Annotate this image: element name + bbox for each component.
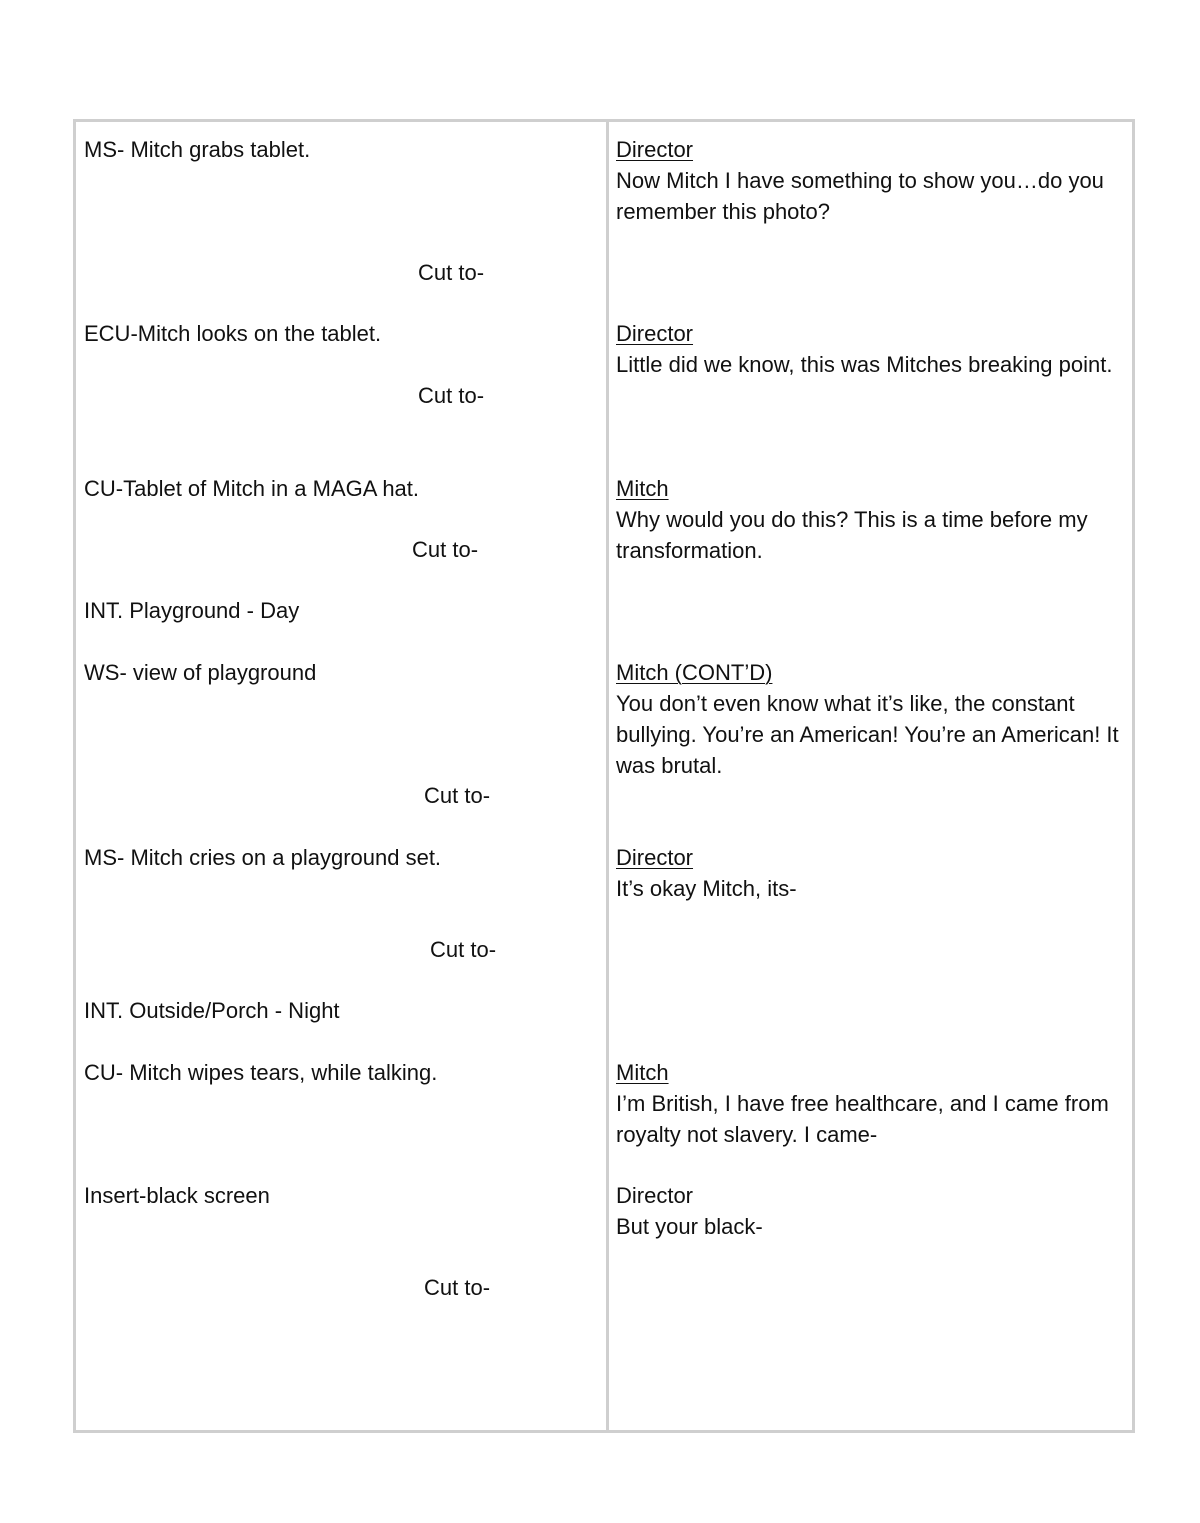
speaker-name: Mitch <box>616 1060 669 1085</box>
speaker-name: Director <box>616 1183 694 1208</box>
speaker-name: Director <box>616 845 694 870</box>
shot-ms-mitch-cries: MS- Mitch cries on a playground set. <box>84 845 442 870</box>
speaker-name: Mitch (CONT’D) <box>616 660 773 685</box>
scene-heading-porch: INT. Outside/Porch - Night <box>84 998 340 1023</box>
dialogue-text: Why would you do this? This is a time before my transformation. <box>616 507 1088 563</box>
column-divider <box>606 122 609 1430</box>
script-table <box>73 119 1135 1433</box>
dialogue-text: I’m British, I have free healthcare, and I came from royalty not slavery. I came- <box>616 1091 1109 1147</box>
shot-ws-playground: WS- view of playground <box>84 660 317 685</box>
transition-cut-to: Cut to- <box>430 937 497 962</box>
shot-cu-wipes-tears: CU- Mitch wipes tears, while talking. <box>84 1060 438 1085</box>
transition-cut-to: Cut to- <box>424 1275 491 1300</box>
transition-cut-to: Cut to- <box>418 383 485 408</box>
insert-black-screen: Insert-black screen <box>84 1183 270 1208</box>
speaker-name: Mitch <box>616 476 669 501</box>
dialogue-text: Little did we know, this was Mitches breaking point. <box>616 352 1113 377</box>
dialogue-text: Now Mitch I have something to show you…do you remember this photo? <box>616 168 1104 224</box>
transition-cut-to: Cut to- <box>424 783 491 808</box>
dialogue-text: But your black- <box>616 1214 763 1239</box>
shot-ecu-looks-tablet: ECU-Mitch looks on the tablet. <box>84 321 382 346</box>
transition-cut-to: Cut to- <box>412 537 479 562</box>
dialogue-text: It’s okay Mitch, its- <box>616 876 797 901</box>
shot-ms-grabs-tablet: MS- Mitch grabs tablet. <box>84 137 311 162</box>
transition-cut-to: Cut to- <box>418 260 485 285</box>
shot-cu-tablet-maga-hat: CU-Tablet of Mitch in a MAGA hat. <box>84 476 420 501</box>
scene-heading-playground: INT. Playground - Day <box>84 598 300 623</box>
speaker-name: Director <box>616 137 694 162</box>
dialogue-text: You don’t even know what it’s like, the constant bullying. You’re an American! You’re an American! It was brutal. <box>616 691 1119 778</box>
speaker-name: Director <box>616 321 694 346</box>
